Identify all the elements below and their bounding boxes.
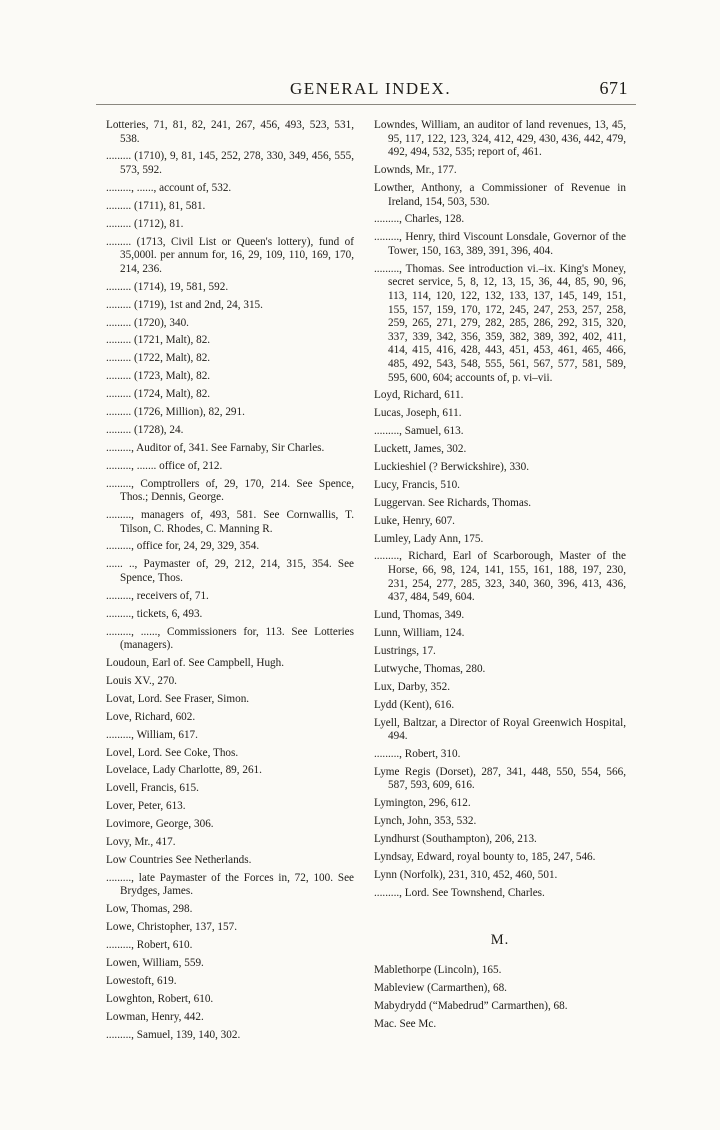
index-entry: ........., Comptrollers of, 29, 170, 214. See Spence, Thos.; Dennis, George. (106, 477, 354, 504)
index-entry: ......... (1720), 340. (106, 316, 189, 329)
index-entry: ........., tickets, 6, 493. (106, 607, 203, 620)
index-entry: Lyndhurst (Southampton), 206, 213. (374, 833, 537, 846)
index-entry: ........., ......, Commissioners for, 113. See Lotteries (managers). (106, 625, 354, 652)
index-entry: Lyell, Baltzar, a Director of Royal Greenwich Hospital, 494. (374, 716, 626, 743)
index-entry: Lowghton, Robert, 610. (106, 992, 214, 1005)
index-entry: Lovy, Mr., 417. (106, 836, 176, 849)
index-entry: Lotteries, 71, 81, 82, 241, 267, 456, 493, 523, 531, 538. (106, 119, 354, 145)
section-heading: M. (490, 932, 510, 949)
index-entry: Lund, Thomas, 349. (374, 609, 465, 622)
index-entry: Lowman, Henry, 442. (106, 1010, 204, 1023)
page-number: 671 (599, 78, 628, 98)
index-entry: ........., Richard, Earl of Scarborough, Master of the Horse, 66, 98, 124, 141, 155, 161, 188, 197, 230, 231, 254, 277, 285, 323, 340, 360, 396, 413, 436, 437, 484, 549, 604. (374, 550, 626, 604)
index-entry: ........., Thomas. See introduction vi.–ix. King's Money, secret service, 5, 8, 12, 13, 15, 36, 44, 85, 90, 96, 113, 114, 120, 122, 132, 133, 137, 145, 149, 151, 155, 157, 159, 170, 172, 245, 247, 253, 257, 258, 259, 265, 271, 279, 282, 285, 286, 292, 315, 320, 337, 339, 342, 356, 359, 382, 389, 392, 402, 411, 414, 415, 416, 428, 443, 451, 453, 461, 465, 466, 485, 492, 543, 548, 555, 561, 567, 577, 581, 589, 595, 600, 604; accounts of, p. vi–vii. (374, 262, 626, 384)
index-entry: ......... (1722, Malt), 82. (106, 352, 211, 365)
index-entry: Lyme Regis (Dorset), 287, 341, 448, 550, 554, 566, 587, 593, 609, 616. (374, 765, 626, 792)
index-entry: ........., receivers of, 71. (106, 589, 209, 602)
index-entry: Lowther, Anthony, a Commissioner of Revenue in Ireland, 154, 503, 530. (374, 181, 626, 208)
index-entry: Lunn, William, 124. (374, 627, 465, 640)
index-entry: Luckett, James, 302. (374, 443, 467, 456)
index-entry: Lynch, John, 353, 532. (374, 815, 477, 828)
index-entry: Lovel, Lord. See Coke, Thos. (106, 746, 239, 759)
index-entry: Lucas, Joseph, 611. (374, 407, 462, 420)
index-entry: ........., managers of, 493, 581. See Cornwallis, T. Tilson, C. Rhodes, C. Manning R. (106, 509, 354, 535)
index-entry: ........., Auditor of, 341. See Farnaby, Sir Charles. (106, 441, 325, 454)
index-entry: Lowe, Christopher, 137, 157. (106, 921, 237, 934)
index-entry: Mablethorpe (Lincoln), 165. (374, 964, 502, 976)
index-entry: Lowndes, William, an auditor of land revenues, 13, 45, 95, 117, 122, 123, 324, 412, 429, 430, 436, 442, 479, 492, 494, 532, 535; report of, 461. (374, 119, 626, 159)
index-entry: ........., William, 617. (106, 728, 198, 741)
index-entry: ......... (1724, Malt), 82. (106, 388, 211, 401)
index-entry: Lownds, Mr., 177. (374, 164, 457, 177)
index-entry: ........., Charles, 128. (374, 213, 465, 226)
index-entry: Lovelace, Lady Charlotte, 89, 261. (106, 764, 262, 777)
index-entry: Lovell, Francis, 615. (106, 782, 199, 795)
index-entry: Lowestoft, 619. (106, 974, 177, 987)
index-entry: ........., ......, account of, 532. (106, 181, 232, 194)
index-entry: ......... (1714), 19, 581, 592. (106, 280, 229, 293)
index-entry: ......... (1711), 81, 581. (106, 199, 206, 212)
index-entry: Lovat, Lord. See Fraser, Simon. (106, 692, 250, 705)
index-entry: Lustrings, 17. (374, 644, 436, 657)
index-entry: Mableview (Carmarthen), 68. (374, 981, 507, 994)
index-entry: Lumley, Lady Ann, 175. (374, 532, 484, 545)
index-entry: ........., Samuel, 613. (374, 425, 464, 438)
index-entry: Luggervan. See Richards, Thomas. (374, 496, 532, 509)
index-entry: Louis XV., 270. (106, 675, 177, 688)
index-entry: ...... .., Paymaster of, 29, 212, 214, 315, 354. See Spence, Thos. (106, 558, 354, 584)
index-entry: ......... (1712), 81. (106, 217, 184, 230)
index-entry: ........., office for, 24, 29, 329, 354. (106, 540, 260, 553)
index-entry: Lyndsay, Edward, royal bounty to, 185, 247, 546. (374, 851, 596, 864)
index-entry: Luckieshiel (? Berwickshire), 330. (374, 461, 530, 474)
index-entry: Mac. See Mc. (374, 1017, 437, 1030)
index-entry: ........., Henry, third Viscount Lonsdale, Governor of the Tower, 150, 163, 389, 391, 396, 404. (374, 231, 626, 257)
right-column-entries (374, 119, 626, 900)
right-column (374, 119, 626, 1036)
index-entry: ......... (1728), 24. (106, 423, 184, 436)
left-column (106, 119, 354, 1046)
index-entry: ........., Robert, 310. (374, 747, 461, 760)
index-entry: ......... (1713, Civil List or Queen's lottery), fund of 35,000l. per annum for, 16, 29, 109, 110, 169, 170, 214, 236. (106, 235, 354, 275)
index-entry: Lux, Darby, 352. (374, 680, 451, 693)
index-entry: Mabydrydd (“Mabedrud” Carmarthen), 68. (374, 999, 568, 1012)
index-entry: Lovimore, George, 306. (106, 818, 214, 831)
index-entry: Lover, Peter, 613. (106, 800, 186, 813)
index-entry: Loyd, Richard, 611. (374, 389, 464, 402)
index-entry: ........., ....... office of, 212. (106, 459, 223, 472)
index-entry: Low Countries See Netherlands. (106, 853, 252, 866)
index-entry: ......... (1723, Malt), 82. (106, 370, 211, 383)
index-entry: Lynn (Norfolk), 231, 310, 452, 460, 501. (374, 868, 558, 881)
index-entry: ........., Lord. See Townshend, Charles. (374, 886, 545, 899)
index-entry: Lydd (Kent), 616. (374, 698, 455, 711)
page-title: GENERAL INDEX. (290, 79, 452, 98)
index-entry: ......... (1721, Malt), 82. (106, 334, 211, 347)
index-entry: Love, Richard, 602. (106, 710, 196, 723)
index-entry: ........., Samuel, 139, 140, 302. (106, 1028, 241, 1041)
running-header (108, 80, 628, 100)
index-entry: ........., late Paymaster of the Forces in, 72, 100. See Brydges, James. (106, 871, 354, 898)
index-entry: Lucy, Francis, 510. (374, 478, 460, 491)
index-entry: ......... (1719), 1st and 2nd, 24, 315. (106, 298, 263, 311)
index-entry: ......... (1726, Million), 82, 291. (106, 405, 245, 418)
index-entry: Loudoun, Earl of. See Campbell, Hugh. (106, 657, 285, 670)
index-entry: Lutwyche, Thomas, 280. (374, 662, 486, 675)
index-entry: Low, Thomas, 298. (106, 903, 193, 916)
right-column-entries-m (374, 964, 626, 1031)
index-entry: Lymington, 296, 612. (374, 797, 471, 810)
index-entry: ......... (1710), 9, 81, 145, 252, 278, 330, 349, 456, 555, 573, 592. (106, 150, 354, 177)
index-entry: Luke, Henry, 607. (374, 514, 455, 527)
header-rule (96, 104, 636, 105)
index-entry: Lowen, William, 559. (106, 956, 204, 969)
index-entry: ........., Robert, 610. (106, 939, 193, 952)
